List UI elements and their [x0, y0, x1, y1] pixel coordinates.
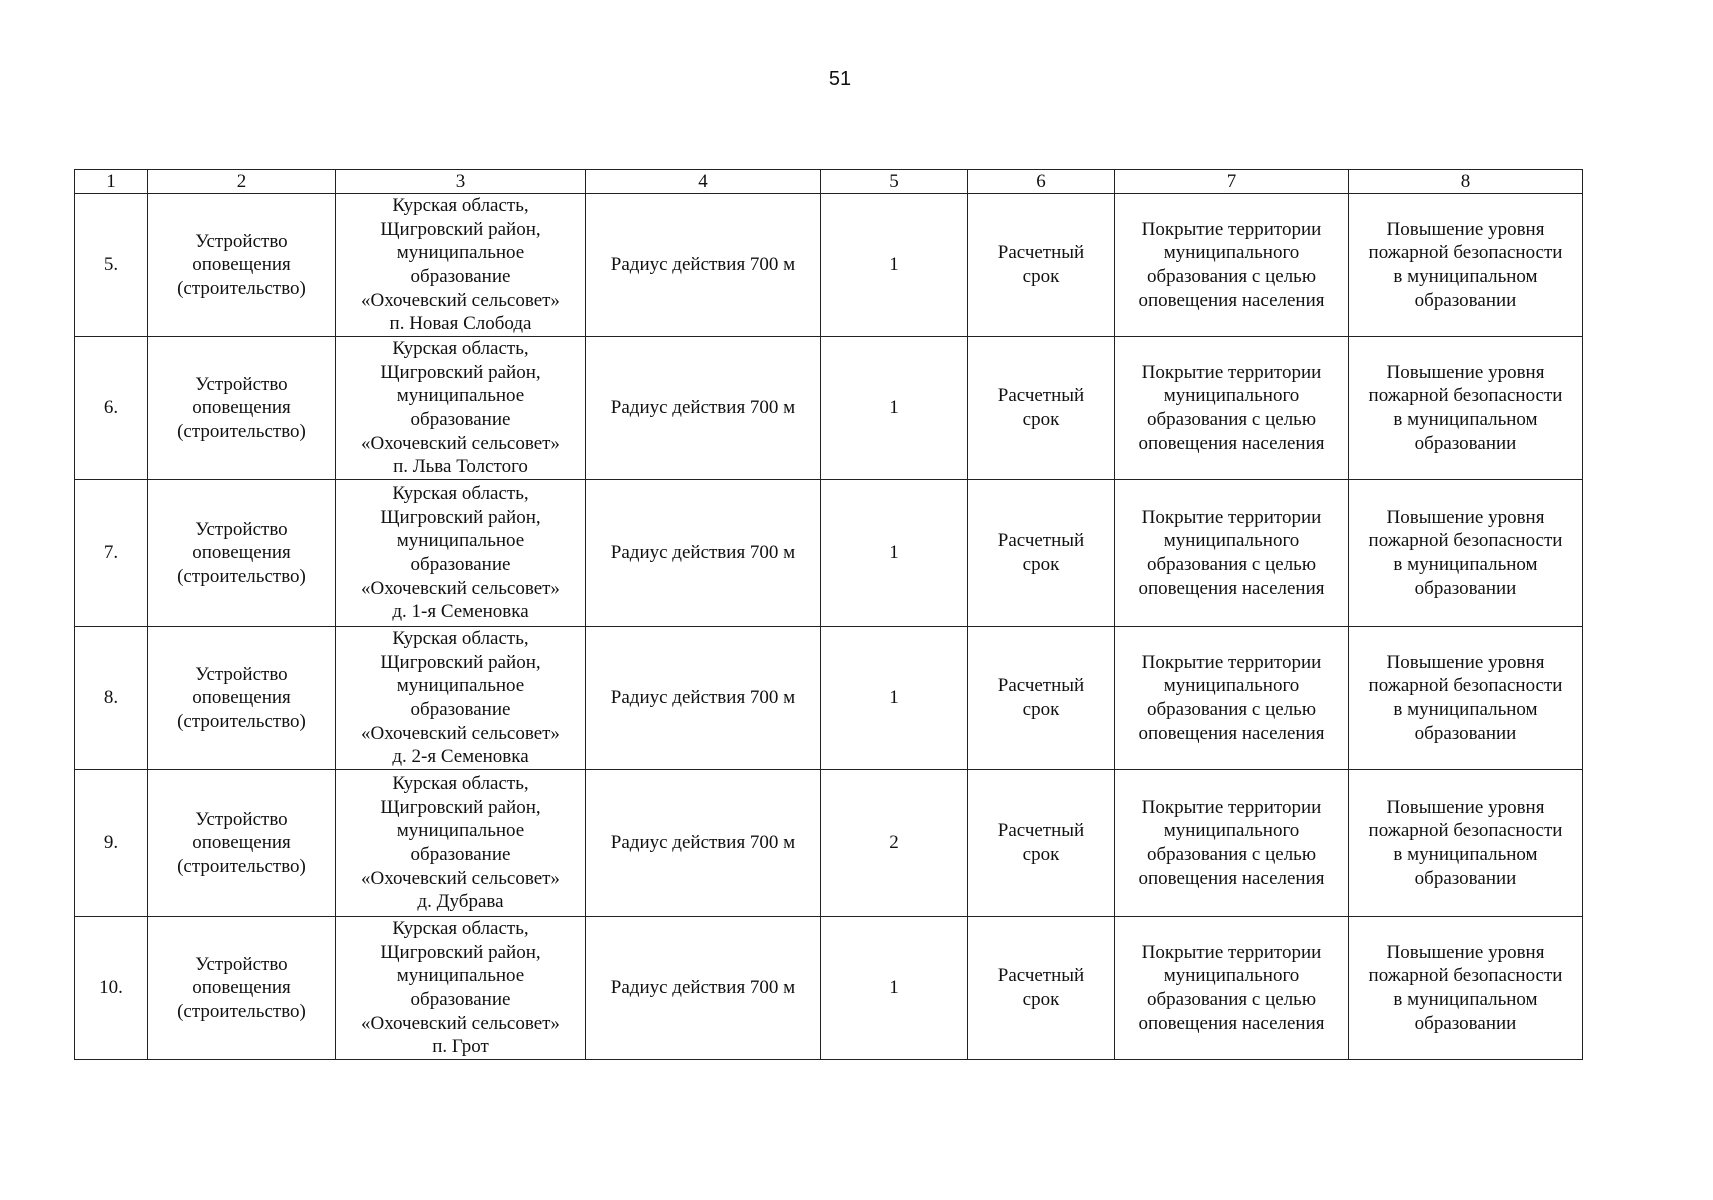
characteristic-cell: Радиус действия 700 м: [586, 194, 821, 337]
term-cell: Расчетный срок: [968, 337, 1115, 480]
effect-cell: Повышение уровня пожарной безопасности в муниципальном образовании: [1349, 917, 1583, 1060]
row-number: 10.: [75, 917, 148, 1060]
table-row: [75, 770, 1583, 917]
header-col-5: 5: [821, 170, 968, 194]
quantity-cell: 1: [821, 194, 968, 337]
table-row: [75, 627, 1583, 770]
characteristic-cell: Радиус действия 700 м: [586, 627, 821, 770]
location-cell: Курская область, Щигровский район, муниципальное образование «Охочевский сельсовет» п. Новая Слобода: [336, 194, 586, 337]
header-col-4: 4: [586, 170, 821, 194]
table-row: [75, 917, 1583, 1060]
term-cell: Расчетный срок: [968, 770, 1115, 917]
header-col-3: 3: [336, 170, 586, 194]
location-cell: Курская область, Щигровский район, муниципальное образование «Охочевский сельсовет» д. 1-я Семеновка: [336, 480, 586, 627]
header-row: [75, 170, 1583, 194]
table-row: [75, 194, 1583, 337]
object-cell: Устройство оповещения (строительство): [148, 917, 336, 1060]
row-number: 9.: [75, 770, 148, 917]
location-cell: Курская область, Щигровский район, муниципальное образование «Охочевский сельсовет» п. Грот: [336, 917, 586, 1060]
location-cell: Курская область, Щигровский район, муниципальное образование «Охочевский сельсовет» п. Льва Толстого: [336, 337, 586, 480]
characteristic-cell: Радиус действия 700 м: [586, 917, 821, 1060]
effect-cell: Повышение уровня пожарной безопасности в муниципальном образовании: [1349, 194, 1583, 337]
characteristic-cell: Радиус действия 700 м: [586, 770, 821, 917]
purpose-cell: Покрытие территории муниципального образования с целью оповещения населения: [1115, 337, 1349, 480]
purpose-cell: Покрытие территории муниципального образования с целью оповещения населения: [1115, 194, 1349, 337]
page-number: 51: [828, 68, 852, 90]
object-cell: Устройство оповещения (строительство): [148, 627, 336, 770]
location-cell: Курская область, Щигровский район, муниципальное образование «Охочевский сельсовет» д. Дубрава: [336, 770, 586, 917]
location-cell: Курская область, Щигровский район, муниципальное образование «Охочевский сельсовет» д. 2-я Семеновка: [336, 627, 586, 770]
row-number: 8.: [75, 627, 148, 770]
term-cell: Расчетный срок: [968, 480, 1115, 627]
header-col-2: 2: [148, 170, 336, 194]
object-cell: Устройство оповещения (строительство): [148, 480, 336, 627]
quantity-cell: 1: [821, 337, 968, 480]
term-cell: Расчетный срок: [968, 627, 1115, 770]
header-col-8: 8: [1349, 170, 1583, 194]
quantity-cell: 2: [821, 770, 968, 917]
object-cell: Устройство оповещения (строительство): [148, 194, 336, 337]
object-cell: Устройство оповещения (строительство): [148, 337, 336, 480]
effect-cell: Повышение уровня пожарной безопасности в муниципальном образовании: [1349, 627, 1583, 770]
measures-table: [74, 169, 1583, 1060]
header-col-7: 7: [1115, 170, 1349, 194]
effect-cell: Повышение уровня пожарной безопасности в муниципальном образовании: [1349, 480, 1583, 627]
row-number: 7.: [75, 480, 148, 627]
object-cell: Устройство оповещения (строительство): [148, 770, 336, 917]
quantity-cell: 1: [821, 627, 968, 770]
quantity-cell: 1: [821, 480, 968, 627]
header-col-1: 1: [75, 170, 148, 194]
quantity-cell: 1: [821, 917, 968, 1060]
purpose-cell: Покрытие территории муниципального образования с целью оповещения населения: [1115, 917, 1349, 1060]
term-cell: Расчетный срок: [968, 917, 1115, 1060]
purpose-cell: Покрытие территории муниципального образования с целью оповещения населения: [1115, 480, 1349, 627]
characteristic-cell: Радиус действия 700 м: [586, 480, 821, 627]
effect-cell: Повышение уровня пожарной безопасности в муниципальном образовании: [1349, 770, 1583, 917]
characteristic-cell: Радиус действия 700 м: [586, 337, 821, 480]
row-number: 6.: [75, 337, 148, 480]
effect-cell: Повышение уровня пожарной безопасности в муниципальном образовании: [1349, 337, 1583, 480]
table-row: [75, 337, 1583, 480]
purpose-cell: Покрытие территории муниципального образования с целью оповещения населения: [1115, 627, 1349, 770]
row-number: 5.: [75, 194, 148, 337]
purpose-cell: Покрытие территории муниципального образования с целью оповещения населения: [1115, 770, 1349, 917]
header-col-6: 6: [968, 170, 1115, 194]
term-cell: Расчетный срок: [968, 194, 1115, 337]
table-row: [75, 480, 1583, 627]
